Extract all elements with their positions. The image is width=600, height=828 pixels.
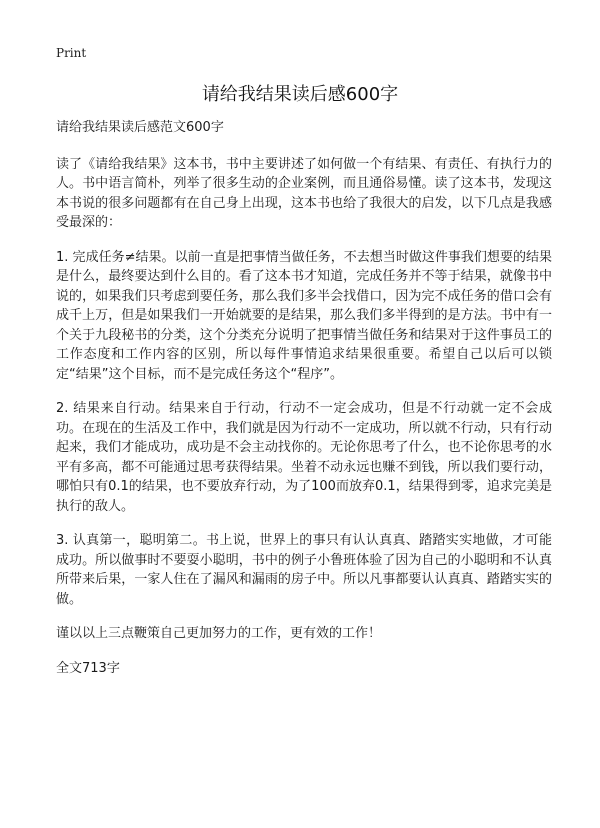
point-3-paragraph: 3. 认真第一，聪明第二。书上说，世界上的事只有认认真真、踏踏实实地做，才可能成功。所以做事时不要耍小聪明，书中的例子小鲁班体验了因为自己的小聪明和不认真所带来后果，一家人住在了漏风和漏雨的房子中。所以凡事都要认认真真、踏踏实实的做。 — [56, 533, 552, 607]
point-2-paragraph: 2. 结果来自行动。结果来自于行动，行动不一定会成功，但是不行动就一定不会成功。在现在的生活及工作中，我们就是因为行动不一定成功，所以就不行动，只有行动起来，我们才能成功，成功是不会主动找你的。无论你思考了什么，也不论你思考的水平有多高，都不可能通过思考获得结果。坐着不动永远也赚不到钱，所以我们要行动，哪怕只有0.1的结果，也不要放弃行动，为了100而放弃0.1，结果得到零，追求完美是执行的敌人。 — [56, 401, 552, 514]
document-subtitle: 请给我结果读后感范文600字 — [56, 120, 224, 135]
intro-paragraph: 读了《请给我结果》这本书，书中主要讲述了如何做一个有结果、有责任、有执行力的人。书中语言简朴，列举了很多生动的企业案例，而且通俗易懂。读了这本书，发现这本书说的很多问题都有在自己身上出现，这本书也给了我很大的启发，以下几点是我感受最深的： — [56, 156, 552, 230]
conclusion-paragraph: 谨以以上三点鞭策自己更加努力的工作，更有效的工作！ — [56, 626, 382, 641]
print-link[interactable]: Print — [56, 46, 87, 60]
document-title: 请给我结果读后感600字 — [201, 84, 399, 105]
word-count: 全文713字 — [56, 660, 120, 676]
point-1-paragraph: 1. 完成任务≠结果。以前一直是把事情当做任务，不去想当时做这件事我们想要的结果是什么，最终要达到什么目的。看了这本书才知道，完成任务并不等于结果，就像书中说的，如果我们只考虑到要任务，那么我们多半会找借口，因为完不成任务的借口会有成千上万，但是如果我们一开始就要的是结果，那么我们多半得到的是方法。书中有一个关于九段秘书的分类，这个分类充分说明了把事情当做任务和结果对于这件事员工的工作态度和工作内容的区别，所以每件事情追求结果很重要。希望自己以后可以锁定“结果”这个目标，而不是完成任务这个“程序”。 — [56, 249, 552, 382]
document-body — [56, 118, 552, 693]
